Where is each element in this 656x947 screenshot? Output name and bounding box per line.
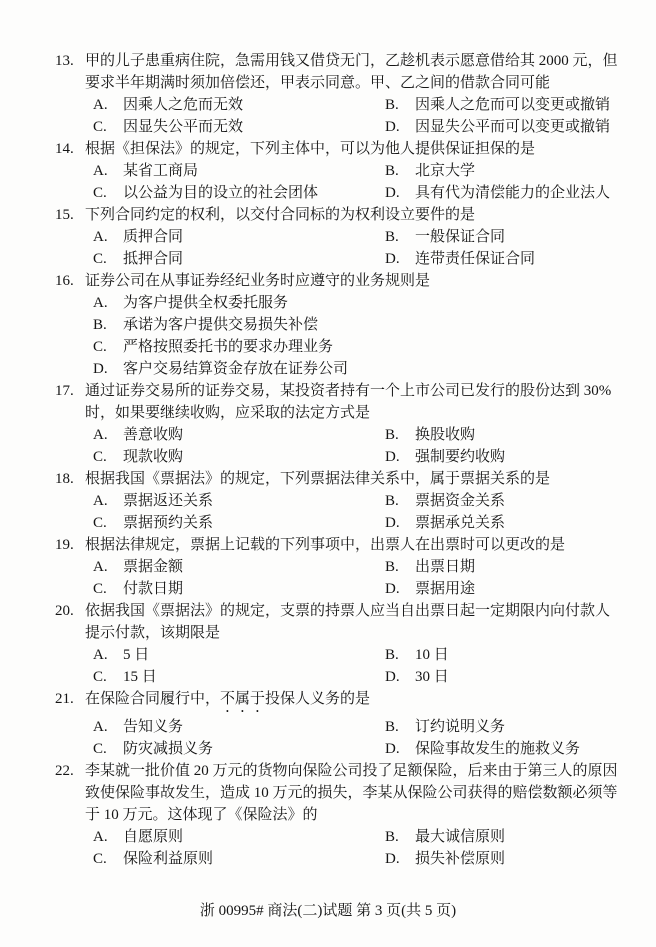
question-number: 19. (55, 537, 74, 553)
option-text: 票据资金关系 (415, 493, 506, 509)
option-label: C. (93, 119, 107, 135)
question-number: 20. (55, 603, 74, 619)
stem-emphasized-text: 不属于 (220, 691, 266, 707)
option-label: A. (93, 493, 108, 509)
option-label: D. (385, 851, 400, 867)
option-text: 质押合同 (123, 229, 184, 245)
options (93, 644, 622, 688)
question-number: 22. (55, 763, 74, 779)
option-label: D. (385, 449, 400, 465)
option-b (385, 226, 622, 248)
stem-text: 投保人义务的是 (265, 691, 371, 707)
question-17 (55, 380, 622, 468)
option-d (385, 182, 622, 204)
option-text: 票据用途 (415, 581, 476, 597)
option-a (93, 644, 385, 666)
option-text: 票据预约关系 (123, 515, 214, 531)
option-a (93, 826, 385, 848)
question-number: 16. (55, 273, 74, 289)
option-text: 保险利益原则 (123, 851, 214, 867)
question-stem: 根据我国《票据法》的规定，下列票据法律关系中，属于票据关系的是 (85, 471, 551, 487)
page-footer: 浙 00995# 商法(二)试题 第 3 页(共 5 页) (199, 903, 457, 919)
option-label: D. (385, 251, 400, 267)
option-label: B. (385, 229, 399, 245)
option-c (93, 336, 622, 358)
option-text: 以公益为目的设立的社会团体 (123, 185, 319, 201)
options (93, 292, 622, 380)
option-text: 因显失公平而可以变更或撤销 (415, 119, 611, 135)
option-text: 票据返还关系 (123, 493, 214, 509)
option-label: B. (385, 493, 399, 509)
option-label: B. (385, 427, 399, 443)
question-22 (55, 760, 622, 870)
option-label: D. (385, 185, 400, 201)
question-stem: 通过证券交易所的证券交易，某投资者持有一个上市公司已发行的股份达到 30%时，如果要继续收购，应采取的法定方式是 (85, 383, 612, 421)
question-stem (85, 688, 622, 716)
options (93, 94, 622, 138)
option-label: C. (93, 515, 107, 531)
option-text: 因显失公平而无效 (123, 119, 244, 135)
option-label: A. (93, 229, 108, 245)
option-text: 换股收购 (415, 427, 476, 443)
option-text: 具有代为清偿能力的企业法人 (415, 185, 611, 201)
option-b (385, 826, 622, 848)
option-label: A. (93, 719, 108, 735)
option-d (385, 512, 622, 534)
option-label: A. (93, 647, 108, 663)
option-c (93, 666, 385, 688)
option-label: B. (385, 829, 399, 845)
question-number: 17. (55, 383, 74, 399)
options (93, 160, 622, 204)
question-16 (55, 270, 622, 380)
option-b (385, 716, 622, 738)
option-d (385, 116, 622, 138)
option-text: 15 日 (123, 669, 157, 685)
option-d (385, 848, 622, 870)
option-label: D. (385, 741, 400, 757)
option-label: D. (385, 581, 400, 597)
option-text: 出票日期 (415, 559, 476, 575)
option-label: A. (93, 295, 108, 311)
option-text: 客户交易结算资金存放在证券公司 (123, 361, 349, 377)
question-number: 13. (55, 53, 74, 69)
option-a (93, 160, 385, 182)
option-text: 为客户提供全权委托服务 (123, 295, 289, 311)
option-text: 连带责任保证合同 (415, 251, 536, 267)
option-a (93, 556, 385, 578)
option-label: A. (93, 829, 108, 845)
option-c (93, 182, 385, 204)
question-21 (55, 688, 622, 760)
option-label: C. (93, 741, 107, 757)
options (93, 716, 622, 760)
option-text: 一般保证合同 (415, 229, 506, 245)
option-label: A. (93, 163, 108, 179)
option-d (385, 738, 622, 760)
option-label: D. (385, 515, 400, 531)
option-c (93, 446, 385, 468)
option-label: A. (93, 427, 108, 443)
option-text: 抵押合同 (123, 251, 184, 267)
option-label: B. (385, 163, 399, 179)
question-15 (55, 204, 622, 270)
option-text: 票据承兑关系 (415, 515, 506, 531)
option-label: C. (93, 669, 107, 685)
option-a (93, 292, 622, 314)
option-text: 10 日 (415, 647, 449, 663)
option-text: 自愿原则 (123, 829, 184, 845)
option-label: D. (385, 669, 400, 685)
question-stem: 依据我国《票据法》的规定，支票的持票人应当自出票日起一定期限内向付款人提示付款，该期限是 (85, 603, 611, 641)
option-d (93, 358, 622, 380)
option-b (385, 644, 622, 666)
option-text: 因乘人之危而无效 (123, 97, 244, 113)
option-label: B. (385, 97, 399, 113)
question-stem: 李某就一批价值 20 万元的货物向保险公司投了足额保险，后来由于第三人的原因致使保险事故发生，造成 10 万元的损失，李某从保险公司获得的赔偿数额必须等于 10 万元。这体现了《保险法》的 (85, 763, 618, 823)
options (93, 226, 622, 270)
option-text: 票据金额 (123, 559, 184, 575)
option-label: C. (93, 851, 107, 867)
option-d (385, 446, 622, 468)
option-label: A. (93, 97, 108, 113)
option-a (93, 716, 385, 738)
option-label: B. (93, 317, 107, 333)
option-text: 承诺为客户提供交易损失补偿 (123, 317, 319, 333)
question-stem: 根据《担保法》的规定，下列主体中，可以为他人提供保证担保的是 (85, 141, 536, 157)
option-text: 防灾减损义务 (123, 741, 214, 757)
question-19 (55, 534, 622, 600)
option-c (93, 248, 385, 270)
question-number: 15. (55, 207, 74, 223)
option-text: 强制要约收购 (415, 449, 506, 465)
option-label: D. (385, 119, 400, 135)
option-text: 告知义务 (123, 719, 184, 735)
options (93, 490, 622, 534)
options (93, 556, 622, 600)
option-b (385, 490, 622, 512)
option-a (93, 490, 385, 512)
option-c (93, 116, 385, 138)
question-18 (55, 468, 622, 534)
option-label: C. (93, 339, 107, 355)
option-text: 最大诚信原则 (415, 829, 506, 845)
option-text: 损失补偿原则 (415, 851, 506, 867)
option-d (385, 666, 622, 688)
option-label: B. (385, 559, 399, 575)
option-a (93, 424, 385, 446)
option-text: 订约说明义务 (415, 719, 506, 735)
options (93, 424, 622, 468)
question-stem: 根据法律规定，票据上记载的下列事项中，出票人在出票时可以更改的是 (85, 537, 566, 553)
option-label: B. (385, 719, 399, 735)
question-20 (55, 600, 622, 688)
option-label: B. (385, 647, 399, 663)
option-text: 30 日 (415, 669, 449, 685)
option-label: C. (93, 449, 107, 465)
question-13 (55, 50, 622, 138)
question-number: 14. (55, 141, 74, 157)
option-label: D. (93, 361, 108, 377)
option-label: A. (93, 559, 108, 575)
question-stem: 甲的儿子患重病住院，急需用钱又借贷无门，乙趁机表示愿意借给其 2000 元，但要求半年期满时须加倍偿还，甲表示同意。甲、乙之间的借款合同可能 (85, 53, 618, 91)
option-b (385, 160, 622, 182)
options (93, 826, 622, 870)
option-b (385, 94, 622, 116)
option-c (93, 848, 385, 870)
option-text: 因乘人之危而可以变更或撤销 (415, 97, 611, 113)
option-c (93, 512, 385, 534)
option-b (385, 556, 622, 578)
question-stem: 证券公司在从事证券经纪业务时应遵守的业务规则是 (85, 273, 431, 289)
option-label: C. (93, 251, 107, 267)
option-a (93, 226, 385, 248)
option-text: 北京大学 (415, 163, 476, 179)
question-14 (55, 138, 622, 204)
stem-text: 在保险合同履行中， (85, 691, 221, 707)
option-text: 付款日期 (123, 581, 184, 597)
option-text: 现款收购 (123, 449, 184, 465)
option-text: 严格按照委托书的要求办理业务 (123, 339, 334, 355)
option-text: 保险事故发生的施救义务 (415, 741, 581, 757)
option-text: 善意收购 (123, 427, 184, 443)
option-label: C. (93, 581, 107, 597)
option-c (93, 578, 385, 600)
option-label: C. (93, 185, 107, 201)
option-text: 5 日 (123, 647, 150, 663)
option-text: 某省工商局 (123, 163, 199, 179)
question-stem: 下列合同约定的权利，以交付合同标的为权利设立要件的是 (85, 207, 476, 223)
option-d (385, 578, 622, 600)
option-b (385, 424, 622, 446)
option-a (93, 94, 385, 116)
option-d (385, 248, 622, 270)
question-number: 21. (55, 691, 74, 707)
option-b (93, 314, 622, 336)
option-c (93, 738, 385, 760)
question-number: 18. (55, 471, 74, 487)
